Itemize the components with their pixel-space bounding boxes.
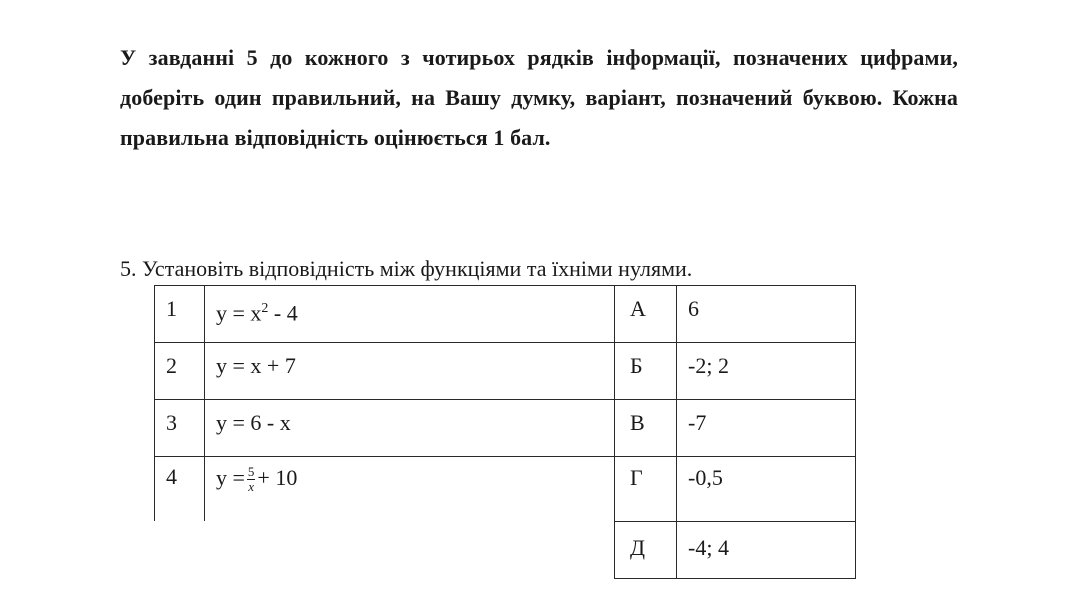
formula-fraction [247,465,256,494]
formula-exponent: 2 [261,301,269,316]
row-number: 1 [166,296,177,321]
task-instructions: У завданні 5 до кожного з чотирьох рядків інформації, позначених цифрами, доберіть один правильний, на Вашу думку, варіант, позначений буквою. Кожна правильна відповідність оцінюється 1 бал. [120,45,958,150]
table-border-left [154,285,155,521]
answer-value: -2; 2 [688,353,729,378]
formula-text: - 4 [268,300,298,326]
row-divider [154,456,614,457]
function-formula [216,295,298,327]
row-divider [614,456,856,457]
formula-text: y = x [216,300,262,326]
function-formula: y = 6 - x [216,410,291,435]
column-divider [614,285,615,579]
row-divider [614,399,856,400]
formula-text: y = [216,465,245,490]
task-title: 5. Установіть відповідність між функціями та їхніми нулями. [120,256,693,281]
row-divider [154,399,614,400]
row-divider [614,521,856,522]
table-border-top [614,285,856,286]
table-border-top [154,285,614,286]
column-divider [676,285,677,579]
answer-letter: Г [630,465,643,490]
answer-letter: Б [630,353,643,378]
fraction-denominator: x [248,479,255,495]
answer-value: -0,5 [688,465,723,490]
function-formula [216,464,297,494]
row-number: 3 [166,410,177,435]
answer-letter: В [630,410,645,435]
function-formula: y = x + 7 [216,353,296,378]
formula-text: + 10 [257,465,298,490]
table-border-bottom [614,578,856,579]
row-divider [154,342,614,343]
fraction-numerator: 5 [247,464,255,480]
row-number: 4 [166,464,177,489]
row-divider [614,342,856,343]
answer-letter: А [630,296,646,321]
row-number: 2 [166,353,177,378]
answer-letter: Д [630,535,646,560]
table-border-right [855,285,856,579]
answer-value: -4; 4 [688,535,729,560]
answer-value: -7 [688,410,707,435]
column-divider [204,285,205,521]
answer-value: 6 [688,296,699,321]
